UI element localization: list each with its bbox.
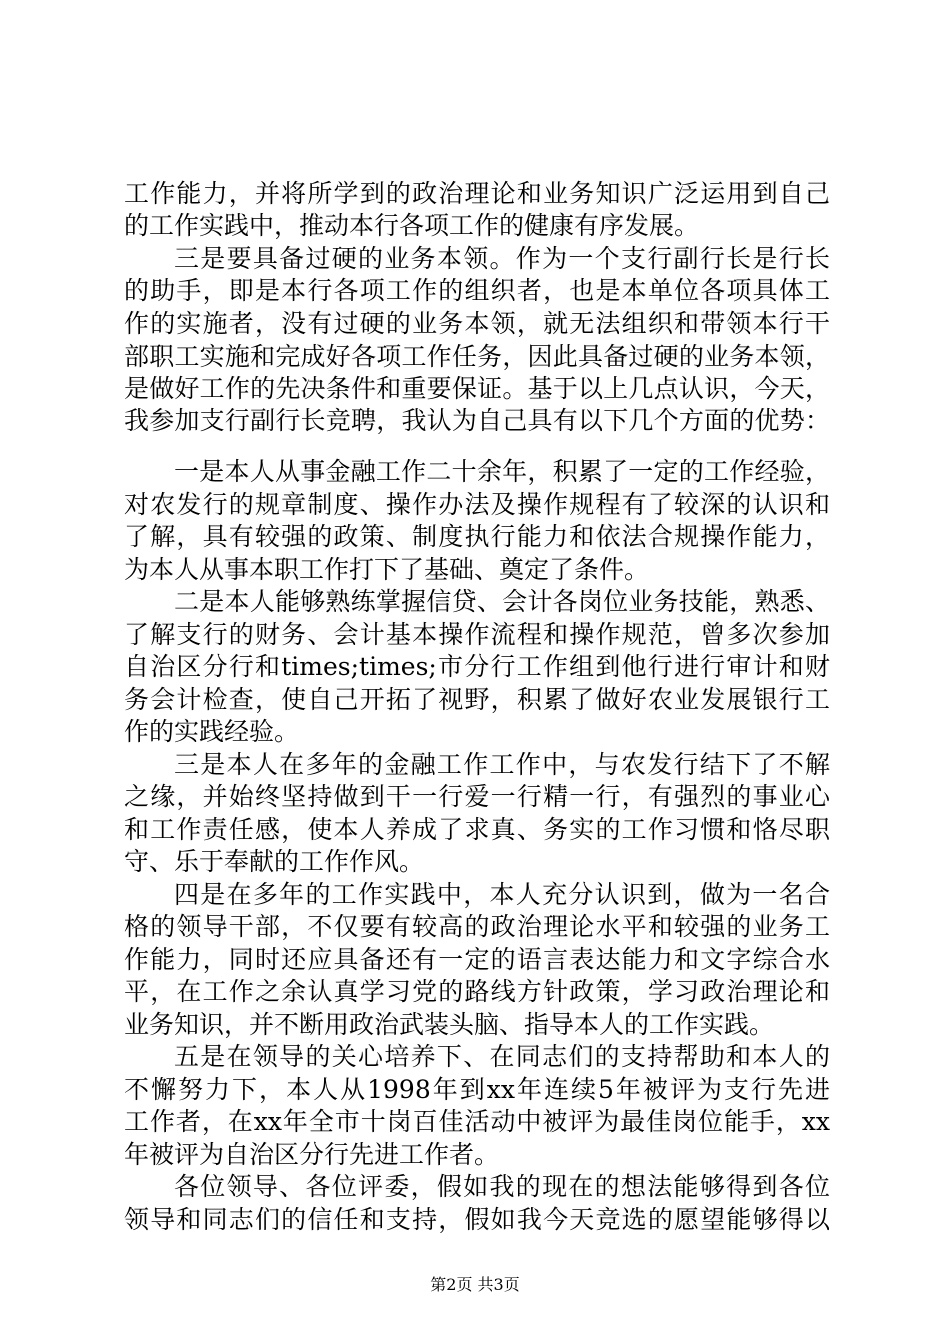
body-text-line: 四是在多年的工作实践中，本人充分认识到，做为一名合 — [174, 880, 830, 909]
body-text-line: 三是本人在多年的金融工作工作中，与农发行结下了不解 — [174, 750, 830, 779]
body-text-line: 务会计检查，使自己开拓了视野，积累了做好农业发展银行工 — [124, 685, 830, 714]
body-text-line: 的工作实践中，推动本行各项工作的健康有序发展。 — [124, 211, 700, 240]
body-text-line: 为本人从事本职工作打下了基础、奠定了条件。 — [124, 555, 650, 584]
body-text-line: 平，在工作之余认真学习党的路线方针政策，学习政治理论和 — [124, 977, 830, 1006]
body-text-line: 之缘，并始终坚持做到干一行爱一行精一行，有强烈的事业心 — [124, 782, 830, 811]
body-text-line: 领导和同志们的信任和支持，假如我今天竞选的愿望能够得以 — [124, 1205, 830, 1234]
body-text-line: 的助手，即是本行各项工作的组织者，也是本单位各项具体工 — [124, 276, 830, 305]
page-number-footer: 第2页 共3页 — [430, 1275, 520, 1294]
body-text-line: 是做好工作的先决条件和重要保证。基于以上几点认识，今天， — [124, 374, 830, 403]
body-text-line: 各位领导、各位评委，假如我的现在的想法能够得到各位 — [174, 1172, 830, 1201]
body-text-line: 我参加支行副行长竞聘，我认为自己具有以下几个方面的优势： — [124, 406, 830, 435]
body-text-line: 三是要具备过硬的业务本领。作为一个支行副行长是行长 — [174, 244, 830, 273]
body-text-line: 对农发行的规章制度、操作办法及操作规程有了较深的认识和 — [124, 490, 830, 519]
body-text-line: 守、乐于奉献的工作作风。 — [124, 847, 425, 876]
body-text-line: 工作能力，并将所学到的政治理论和业务知识广泛运用到自己 — [124, 179, 830, 208]
body-text-line: 和工作责任感，使本人养成了求真、务实的工作习惯和恪尽职 — [124, 815, 830, 844]
body-text-line: 了解支行的财务、会计基本操作流程和操作规范，曾多次参加 — [124, 620, 830, 649]
body-text-line: 年被评为自治区分行先进工作者。 — [124, 1140, 500, 1169]
body-text-line: 工作者，在xx年全市十岗百佳活动中被评为最佳岗位能手，xx — [124, 1107, 830, 1136]
body-text-line: 部职工实施和完成好各项工作任务，因此具备过硬的业务本领， — [124, 342, 830, 371]
body-text-line: 作能力，同时还应具备还有一定的语言表达能力和文字综合水 — [124, 945, 830, 974]
body-text-line: 格的领导干部，不仅要有较高的政治理论水平和较强的业务工 — [124, 912, 830, 941]
body-text-line: 了解，具有较强的政策、制度执行能力和依法合规操作能力， — [124, 522, 830, 551]
body-text-line: 业务知识，并不断用政治武装头脑、指导本人的工作实践。 — [124, 1010, 775, 1039]
body-text-line: 不懈努力下，本人从1998年到xx年连续5年被评为支行先进 — [124, 1075, 830, 1104]
body-text-line: 一是本人从事金融工作二十余年，积累了一定的工作经验， — [174, 457, 830, 486]
body-text-line: 作的实践经验。 — [124, 717, 300, 746]
body-text-line: 自治区分行和times;times;市分行工作组到他行进行审计和财 — [124, 652, 830, 681]
body-text-line: 作的实施者，没有过硬的业务本领，就无法组织和带领本行干 — [124, 309, 830, 338]
body-text-line: 二是本人能够熟练掌握信贷、会计各岗位业务技能，熟悉、 — [174, 587, 830, 616]
body-text-line: 五是在领导的关心培养下、在同志们的支持帮助和本人的 — [174, 1042, 830, 1071]
